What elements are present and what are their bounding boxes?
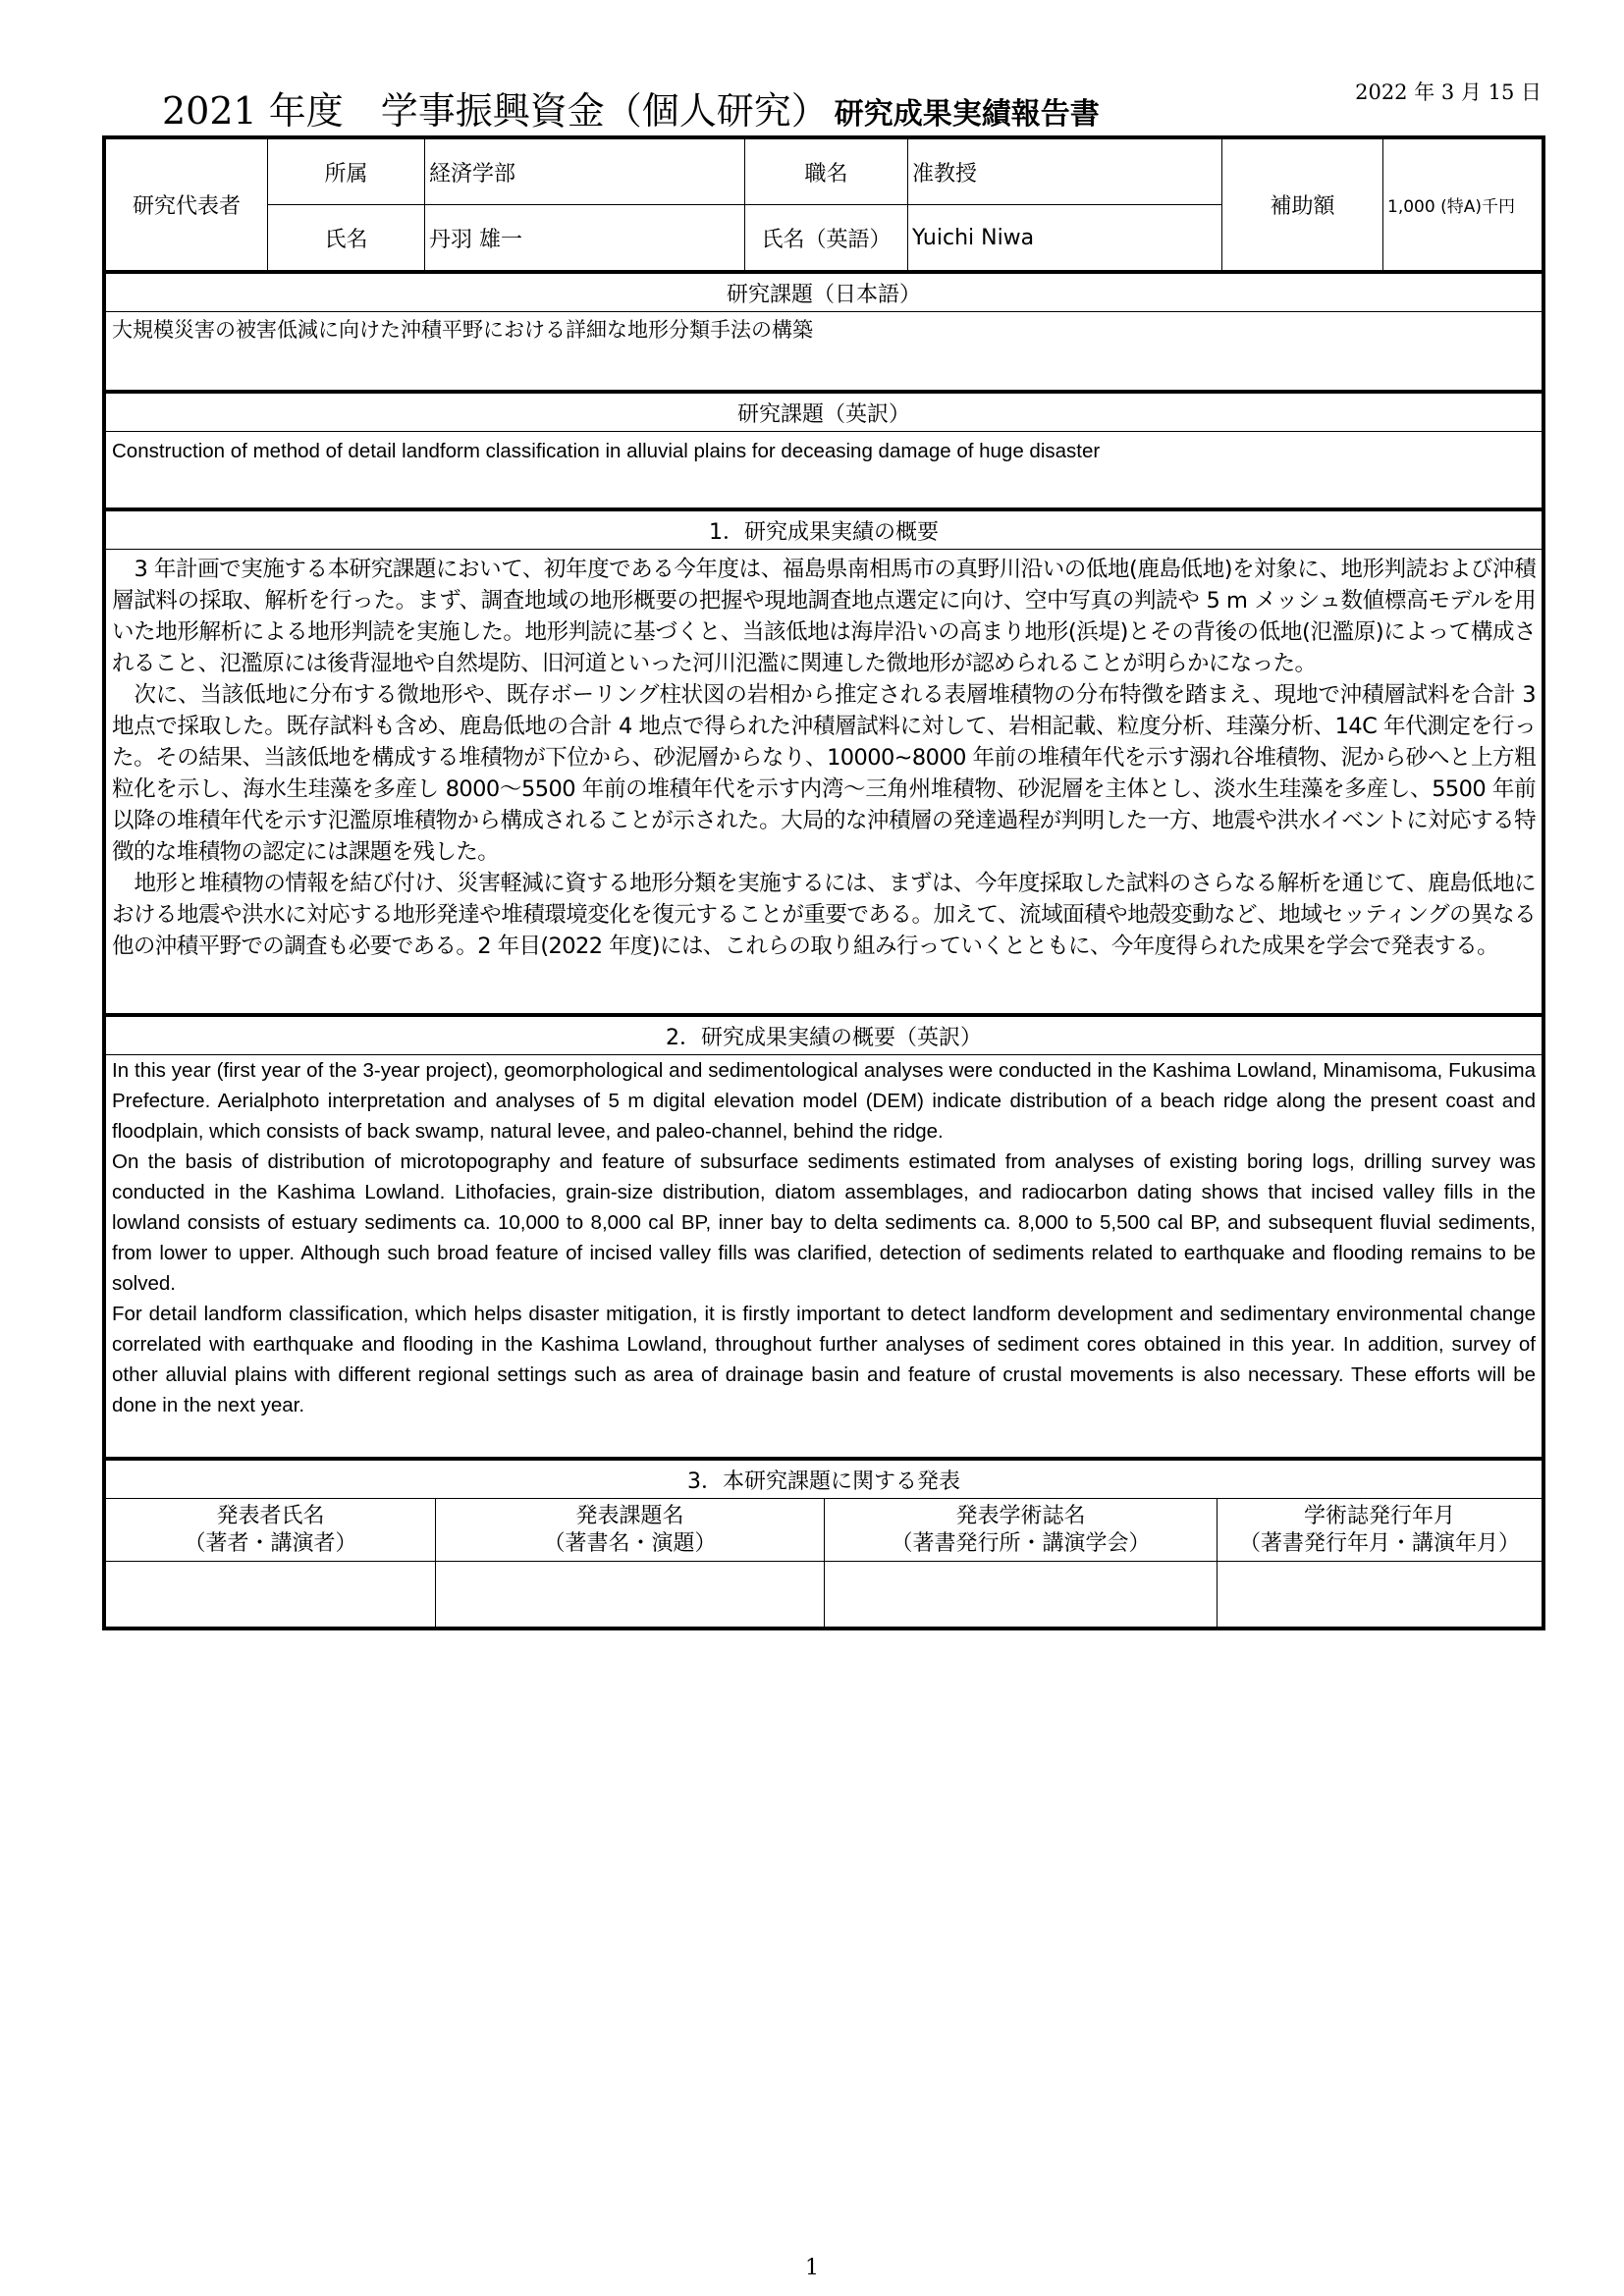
representative-label: 研究代表者 (106, 139, 268, 270)
name-en-value: Yuichi Niwa (908, 205, 1222, 270)
summary-en-paragraph: On the basis of distribution of microtopography and feature of subsurface sediments estimated from analyses of existing boring logs, drilling survey was conducted in the Kashima Lowland. Lithofacies, grain-size distribution, diatom assemblages, and radiocarbon dating shows that incised valley fills in the lowland consists of estuary sediments ca. 10,000 to 8,000 cal BP, inner bay to delta sediments ca. 8,000 to 5,500 cal BP, and subsequent fluvial sediments, from lower to upper. Although such broad feature of incised valley fills was clarified, detection of sediments related to earthquake and flooding remains to be solved. (112, 1150, 1536, 1295)
column-header-journal (825, 1499, 1218, 1562)
column-header-date (1218, 1499, 1542, 1562)
page-number: 1 (805, 2256, 819, 2280)
report-form (102, 135, 1545, 1630)
title-en-value: Construction of method of detail landform classification in alluvial plains for deceasing damage of huge disaster (106, 432, 1542, 511)
summary-jp-header: 1．研究成果実績の概要 (106, 511, 1542, 550)
name-value: 丹羽 雄一 (425, 205, 745, 270)
col-line1: 発表者氏名 (216, 1504, 325, 1528)
empty-cell (825, 1562, 1218, 1627)
column-header-topic (436, 1499, 825, 1562)
empty-cell (106, 1562, 436, 1627)
document-title (162, 80, 1100, 134)
publications-column-headers (106, 1499, 1542, 1562)
col-line2: （著書発行所・講演学会） (891, 1531, 1151, 1556)
col-line2: （著者・講演者） (184, 1531, 357, 1556)
summary-jp (106, 550, 1542, 1017)
affiliation-value: 経済学部 (425, 139, 745, 205)
title-jp-value: 大規模災害の被害低減に向けた沖積平野における詳細な地形分類手法の構築 (106, 312, 1542, 394)
name-label: 氏名 (268, 205, 425, 270)
name-en-label: 氏名（英語） (745, 205, 908, 270)
summary-en-header: 2．研究成果実績の概要（英訳） (106, 1017, 1542, 1055)
grant-value: 1,000 (特A)千円 (1387, 197, 1515, 217)
summary-jp-paragraph: 地形と堆積物の情報を結び付け、災害軽減に資する地形分類を実施するには、まずは、今年度採取した試料のさらなる解析を通じて、鹿島低地における地震や洪水に対応する地形発達や堆積環境変化を復元することが重要である。加えて、流域面積や地殻変動など、地域セッティングの異なる他の沖積平野での調査も必要である。2 年目(2022 年度)には、これらの取り組み行っていくとともに、今年度得られた成果を学会で発表する。 (112, 871, 1536, 959)
affiliation-label: 所属 (268, 139, 425, 205)
empty-cell (436, 1562, 825, 1627)
representative-info (106, 139, 1542, 274)
summary-en-paragraph: For detail landform classification, which helps disaster mitigation, it is firstly important to detect landform development and sedimentary environmental change correlated with earthquake and flooding in the Kashima Lowland, throughout further analyses of sediment cores obtained in this year. In addition, survey of other alluvial plains with different regional settings such as area of drainage basin and feature of crustal movements is also necessary. These efforts will be done in the next year. (112, 1303, 1536, 1416)
title-en-header: 研究課題（英訳） (106, 394, 1542, 432)
title-main: 2021 年度 学事振興資金（個人研究） (162, 89, 829, 133)
summary-en-paragraph: In this year (first year of the 3-year project), geomorphological and sedimentological analyses were conducted in the Kashima Lowland, Minamisoma, Fukusima Prefecture. Aerialphoto interpretation and analyses of 5 m digital elevation model (DEM) indicate distribution of a beach ridge along the present coast and floodplain, which consists of back swamp, natural levee, and paleo-channel, behind the ridge. (112, 1059, 1536, 1143)
grant-label: 補助額 (1222, 139, 1383, 270)
title-subtitle: 研究成果実績報告書 (834, 97, 1100, 132)
column-header-presenter (106, 1499, 436, 1562)
summary-en (106, 1055, 1542, 1461)
col-line2: （著書名・演題） (543, 1531, 717, 1556)
report-date: 2022 年 3 月 15 日 (1355, 80, 1542, 104)
col-line1: 発表課題名 (575, 1504, 684, 1528)
title-jp-header: 研究課題（日本語） (106, 274, 1542, 312)
publications-empty-row (106, 1562, 1542, 1627)
summary-jp-paragraph: 次に、当該低地に分布する微地形や、既存ボーリング柱状図の岩相から推定される表層堆積物の分布特徴を踏まえ、現地で沖積層試料を合計 3 地点で採取した。既存試料も含め、鹿島低地の合計 4 地点で得られた沖積層試料に対して、岩相記載、粒度分析、珪藻分析、14C 年代測定を行った。その結果、当該低地を構成する堆積物が下位から、砂泥層からなり、10000~8000 年前の堆積年代を示す溺れ谷堆積物、泥から砂へと上方粗粒化を示し、海水生珪藻を多産し 8000～5500 年前の堆積年代を示す内湾～三角州堆積物、砂泥層を主体とし、淡水生珪藻を多産し、5500 年前以降の堆積年代を示す氾濫原堆積物から構成されることが示された。大局的な沖積層の発達過程が判明した一方、地震や洪水イベントに対応する特徴的な堆積物の認定には課題を残した。 (112, 682, 1536, 865)
col-line1: 発表学術誌名 (955, 1504, 1086, 1528)
position-label: 職名 (745, 139, 908, 205)
summary-jp-paragraph: 3 年計画で実施する本研究課題において、初年度である今年度は、福島県南相馬市の真野川沿いの低地(鹿島低地)を対象に、地形判読および沖積層試料の採取、解析を行った。まず、調査地域の地形概要の把握や現地調査地点選定に向け、空中写真の判読や 5 m メッシュ数値標高モデルを用いた地形解析による地形判読を実施した。地形判読に基づくと、当該低地は海岸沿いの高まり地形(浜堤)とその背後の低地(氾濫原)によって構成されること、氾濫原には後背湿地や自然堤防、旧河道といった河川氾濫に関連した微地形が認められることが明らかになった。 (112, 557, 1536, 676)
col-line2: （著書発行年月・講演年月） (1238, 1531, 1520, 1556)
position-value: 准教授 (908, 139, 1222, 205)
col-line1: 学術誌発行年月 (1303, 1504, 1455, 1528)
empty-cell (1218, 1562, 1542, 1627)
publications-header: 3．本研究課題に関する発表 (106, 1461, 1542, 1499)
